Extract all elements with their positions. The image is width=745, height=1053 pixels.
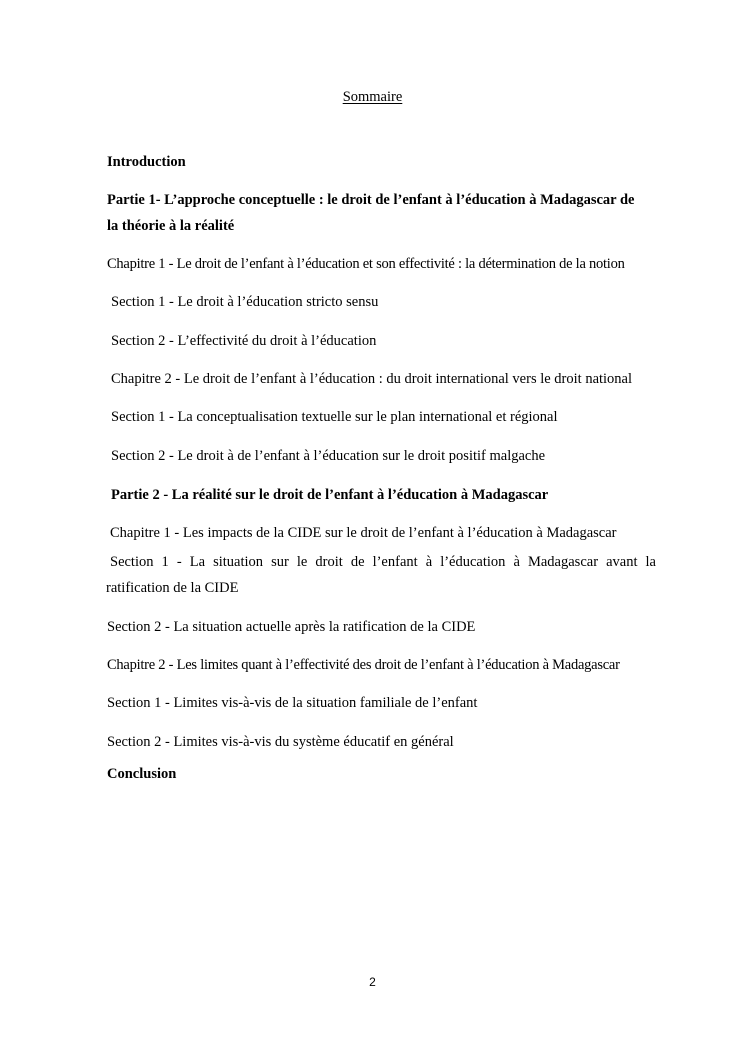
toc-section-2-1-1-cont: ratification de la CIDE — [106, 580, 239, 596]
toc-chapitre-2-2: Chapitre 2 - Les limites quant à l’effectivité des droit de l’enfant à l’éducation à Madagascar — [107, 657, 620, 673]
toc-partie-2: Partie 2 - La réalité sur le droit de l’enfant à l’éducation à Madagascar — [111, 487, 549, 503]
page-title: Sommaire — [342, 89, 403, 105]
toc-partie-1: Partie 1- L’approche conceptuelle : le droit de l’enfant à l’éducation à Madagascar de — [107, 192, 635, 208]
toc-section-1-1-1: Section 1 - Le droit à l’éducation stricto sensu — [111, 294, 379, 310]
toc-section-2-2-2: Section 2 - Limites vis-à-vis du système éducatif en général — [107, 734, 454, 750]
toc-introduction: Introduction — [107, 154, 186, 170]
toc-section-1-2-2: Section 2 - Le droit à de l’enfant à l’éducation sur le droit positif malgache — [111, 448, 546, 464]
page-number: 2 — [369, 975, 376, 989]
toc-conclusion: Conclusion — [107, 766, 177, 782]
toc-section-2-2-1: Section 1 - Limites vis-à-vis de la situation familiale de l’enfant — [107, 695, 478, 711]
toc-section-2-1-1: Section 1 - La situation sur le droit de l’enfant à l’éducation à Madagascar avant la — [110, 554, 656, 570]
toc-chapitre-1-2: Chapitre 2 - Le droit de l’enfant à l’éducation : du droit international vers le droit national — [111, 371, 633, 387]
toc-partie-1-cont: la théorie à la réalité — [107, 218, 235, 234]
toc-section-1-1-2: Section 2 - L’effectivité du droit à l’éducation — [111, 333, 377, 349]
toc-chapitre-2-1: Chapitre 1 - Les impacts de la CIDE sur le droit de l’enfant à l’éducation à Madagascar — [110, 525, 617, 541]
toc-section-1-2-1: Section 1 - La conceptualisation textuelle sur le plan international et régional — [111, 409, 558, 425]
toc-chapitre-1-1: Chapitre 1 - Le droit de l’enfant à l’éducation et son effectivité : la détermination de la notion — [107, 256, 625, 272]
toc-section-2-1-2: Section 2 - La situation actuelle après la ratification de la CIDE — [107, 619, 476, 635]
